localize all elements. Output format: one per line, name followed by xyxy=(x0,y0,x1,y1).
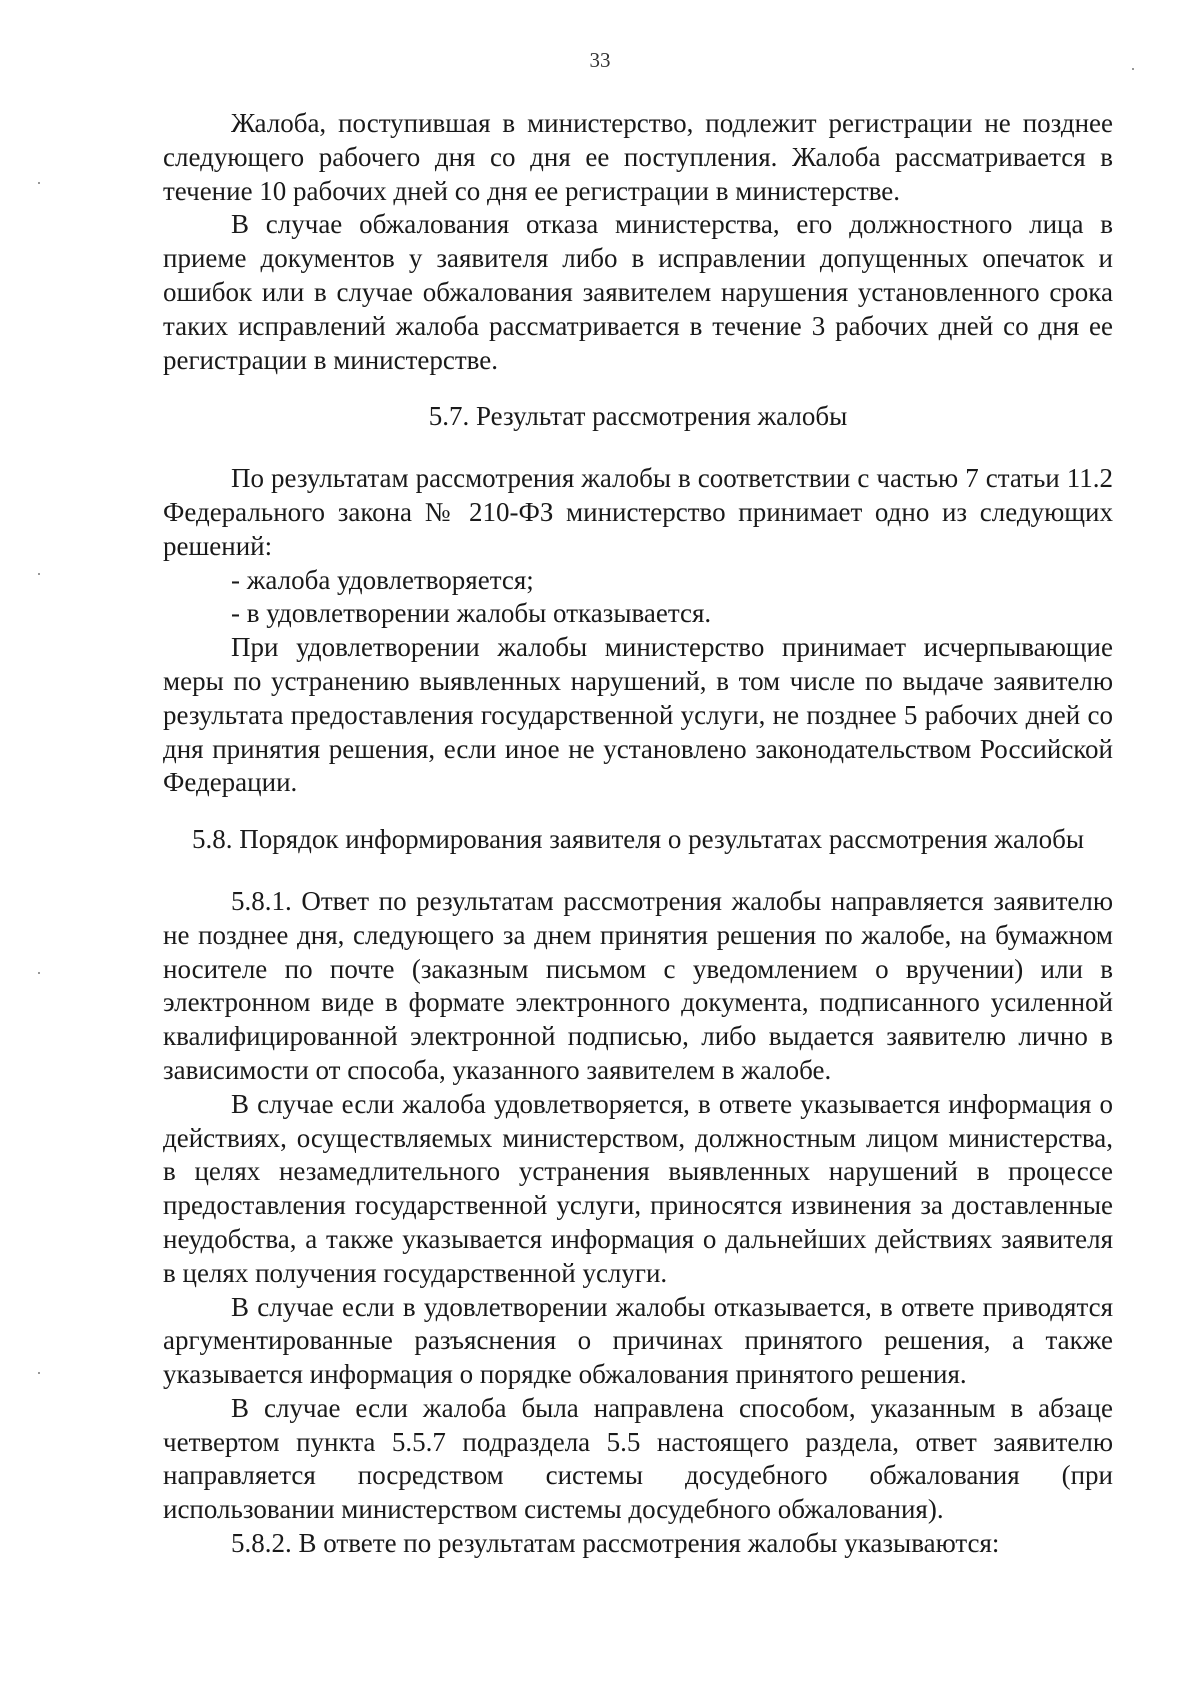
paragraph: В случае обжалования отказа министерства, его должностного лица в приеме документов у заявителя либо в исправлении допущенных опечаток и ошибок или в случае обжалования заявителем нарушения установленного срока таких исправлений жалоба рассматривается в течение 3 рабочих дней со дня ее регистрации в министерстве. xyxy=(163,209,1113,375)
list-item: - в удовлетворении жалобы отказывается. xyxy=(231,598,712,629)
paragraph: При удовлетворении жалобы министерство принимает исчерпывающие меры по устранению выявленных нарушений, в том числе по выдаче заявителю результата предоставления государственной услуги, не позднее 5 рабочих дней со дня принятия решения, если иное не установлено законодательством Российской Федерации. xyxy=(163,632,1113,798)
scan-mark xyxy=(38,972,40,974)
page-number: 33 xyxy=(589,48,611,72)
paragraph: По результатам рассмотрения жалобы в соответствии с частью 7 статьи 11.2 Федерального закона № 210-ФЗ министерство принимает одно из следующих решений: xyxy=(163,463,1113,561)
scan-mark xyxy=(1132,68,1134,70)
paragraph: В случае если в удовлетворении жалобы отказывается, в ответе приводятся аргументированные разъяснения о причинах принятого решения, а также указывается информация о порядке обжалования принятого решения. xyxy=(163,1291,1113,1390)
list-item: - жалоба удовлетворяется; xyxy=(231,564,534,595)
paragraph: 5.8.1. Ответ по результатам рассмотрения жалобы направляется заявителю не позднее дня, следующего за днем принятия решения по жалобе, на бумажном носителе по почте (заказным письмом с уведомлением о вручении) или в электронном виде в формате электронного документа, подписанного усиленной квалифицированной электронной подписью, либо выдается заявителю лично в зависимости от способа, указанного заявителем в жалобе. xyxy=(163,885,1113,1085)
scan-mark xyxy=(38,1372,40,1374)
paragraph: В случае если жалоба была направлена способом, указанным в абзаце четвертом пункта 5.5.7 подраздела 5.5 настоящего раздела, ответ заявителю направляется посредством системы досудебного обжалования (при использовании министерством системы досудебного обжалования). xyxy=(163,1392,1113,1525)
section-heading-5-8: 5.8. Порядок информирования заявителя о результатах рассмотрения жалобы xyxy=(191,824,1085,855)
scan-mark xyxy=(38,573,40,575)
paragraph: В случае если жалоба удовлетворяется, в ответе указывается информация о действиях, осуществляемых министерством, должностным лицом министерства, в целях незамедлительного устранения выявленных нарушений в процессе предоставления государственной услуги, приносятся извинения за доставленные неудобства, а также указывается информация о дальнейших действиях заявителя в целях получения государственной услуги. xyxy=(163,1088,1113,1288)
paragraph: Жалоба, поступившая в министерство, подлежит регистрации не позднее следующего рабочего дня со дня ее поступления. Жалоба рассматривается в течение 10 рабочих дней со дня ее регистрации в министерстве. xyxy=(163,108,1113,206)
paragraph: 5.8.2. В ответе по результатам рассмотрения жалобы указываются: xyxy=(231,1528,1000,1559)
section-heading-5-7: 5.7. Результат рассмотрения жалобы xyxy=(428,401,848,432)
document-body xyxy=(163,107,1113,1561)
scan-mark xyxy=(38,182,40,184)
